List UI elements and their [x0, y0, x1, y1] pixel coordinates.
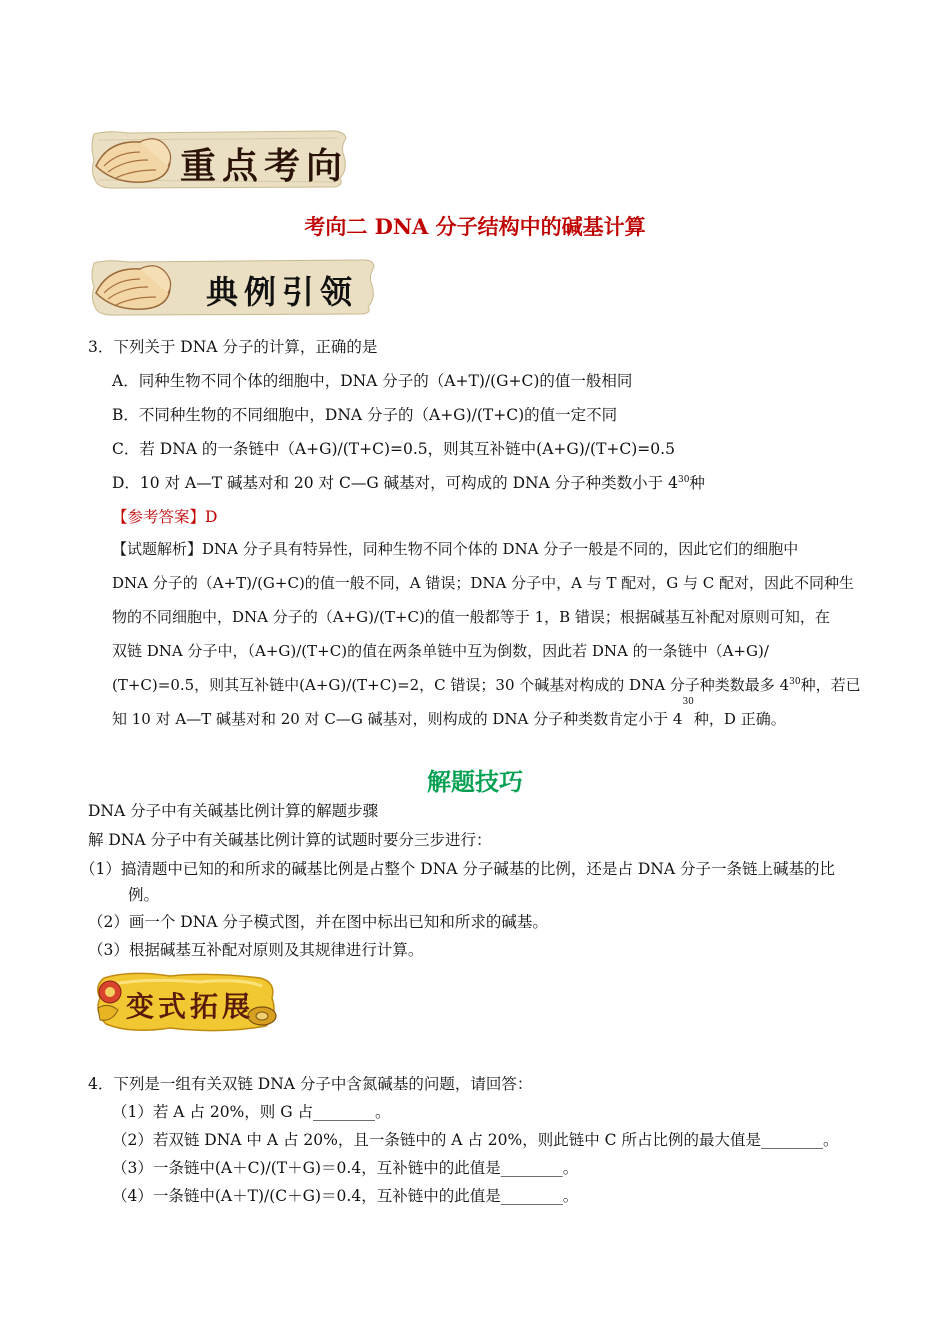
analysis-line: 【试题解析】DNA 分子具有特异性，同种生物不同个体的 DNA 分子一般是不同的，因此它们的细胞中	[112, 540, 799, 558]
analysis-line6-tail: 种，D 正确。	[693, 710, 786, 728]
analysis-line: 双链 DNA 分子中，（A+G)/(T+C)的值在两条单链中互为倒数，因此若 DNA 的一条链中（A+G)/	[112, 642, 769, 660]
analysis-line: DNA 分子的（A+T)/(G+C)的值一般不同，A 错误；DNA 分子中，A 与 T 配对，G 与 C 配对，因此不同种生	[112, 574, 855, 592]
banner-focus	[88, 126, 350, 192]
q3-option-d-unit: 种	[689, 474, 705, 492]
q4-stem: 4．下列是一组有关双链 DNA 分子中含氮碱基的问题，请回答：	[88, 1075, 533, 1093]
banner-focus-label: 重点考向	[180, 145, 349, 187]
tips-heading: DNA 分子中有关碱基比例计算的解题步骤	[88, 802, 379, 820]
answer-label: 【参考答案】	[112, 508, 206, 526]
answer-line	[112, 507, 217, 527]
tips-step-1-cont: 例。	[128, 886, 160, 904]
banner-example-label: 典例引领	[206, 273, 359, 311]
q3-option-b: B．不同种生物的不同细胞中，DNA 分子的（A+G)/(T+C)的值一定不同	[112, 406, 618, 424]
tips-step-3: （3）根据碱基互补配对原则及其规律进行计算。	[88, 941, 424, 959]
analysis-line5-text: (T+C)=0.5，则其互补链中(A+G)/(T+C)=2，C 错误；30 个碱基对构成的 DNA 分子种类数最多 4	[112, 676, 790, 694]
tips-intro: 解 DNA 分子中有关碱基比例计算的试题时要分三步进行：	[88, 831, 492, 849]
q4-part-4: （4）一条链中(A＋T)/(C＋G)＝0.4，互补链中的此值是________。	[112, 1187, 579, 1205]
q3-stem: 3．下列关于 DNA 分子的计算，正确的是	[88, 338, 378, 356]
q3-option-c: C．若 DNA 的一条链中（A+G)/(T+C)=0.5，则其互补链中(A+G)/(T+C)=0.5	[112, 440, 675, 458]
analysis-block	[112, 532, 864, 736]
q3-option-d	[112, 473, 705, 493]
q4-part-3: （3）一条链中(A＋C)/(T＋G)＝0.4，互补链中的此值是________。	[112, 1159, 579, 1177]
analysis-line	[112, 697, 864, 736]
tips-title: 解题技巧	[427, 767, 523, 796]
q3-option-a: A．同种生物不同个体的细胞中，DNA 分子的（A+T)/(G+C)的值一般相同	[112, 372, 633, 390]
banner-variant-label: 变式拓展	[126, 990, 255, 1023]
analysis-line5-tail: 种，若已	[800, 676, 861, 694]
q4-part-2: （2）若双链 DNA 中 A 占 20%，且一条链中的 A 占 20%，则此链中 C 所占比例的最大值是________。	[112, 1131, 839, 1149]
banner-example	[88, 255, 378, 317]
q3-option-d-exponent: 30	[677, 475, 690, 485]
analysis-line6-exponent: 30	[682, 697, 694, 707]
tips-step-1: （1）搞清题中已知的和所求的碱基比例是占整个 DNA 分子碱基的比例，还是占 DNA 分子一条链上碱基的比	[80, 860, 835, 878]
tips-step-2: （2）画一个 DNA 分子模式图，并在图中标出已知和所求的碱基。	[88, 913, 548, 931]
analysis-line: 物的不同细胞中，DNA 分子的（A+G)/(T+C)的值一般都等于 1，B 错误；根据碱基互补配对原则可知，在	[112, 608, 830, 626]
analysis-line5-exponent: 30	[789, 677, 801, 687]
section-title: 考向二 DNA 分子结构中的碱基计算	[304, 214, 646, 239]
analysis-line	[112, 668, 864, 702]
banner-variant	[90, 968, 286, 1036]
q4-part-1: （1）若 A 占 20%，则 G 占________。	[112, 1103, 391, 1121]
answer-value: D	[205, 508, 218, 526]
q3-option-d-text: D．10 对 A—T 碱基对和 20 对 C—G 碱基对，可构成的 DNA 分子种类数小于 4	[112, 474, 678, 492]
analysis-line6-text: 知 10 对 A—T 碱基对和 20 对 C—G 碱基对，则构成的 DNA 分子种类数肯定小于 4	[112, 710, 683, 728]
